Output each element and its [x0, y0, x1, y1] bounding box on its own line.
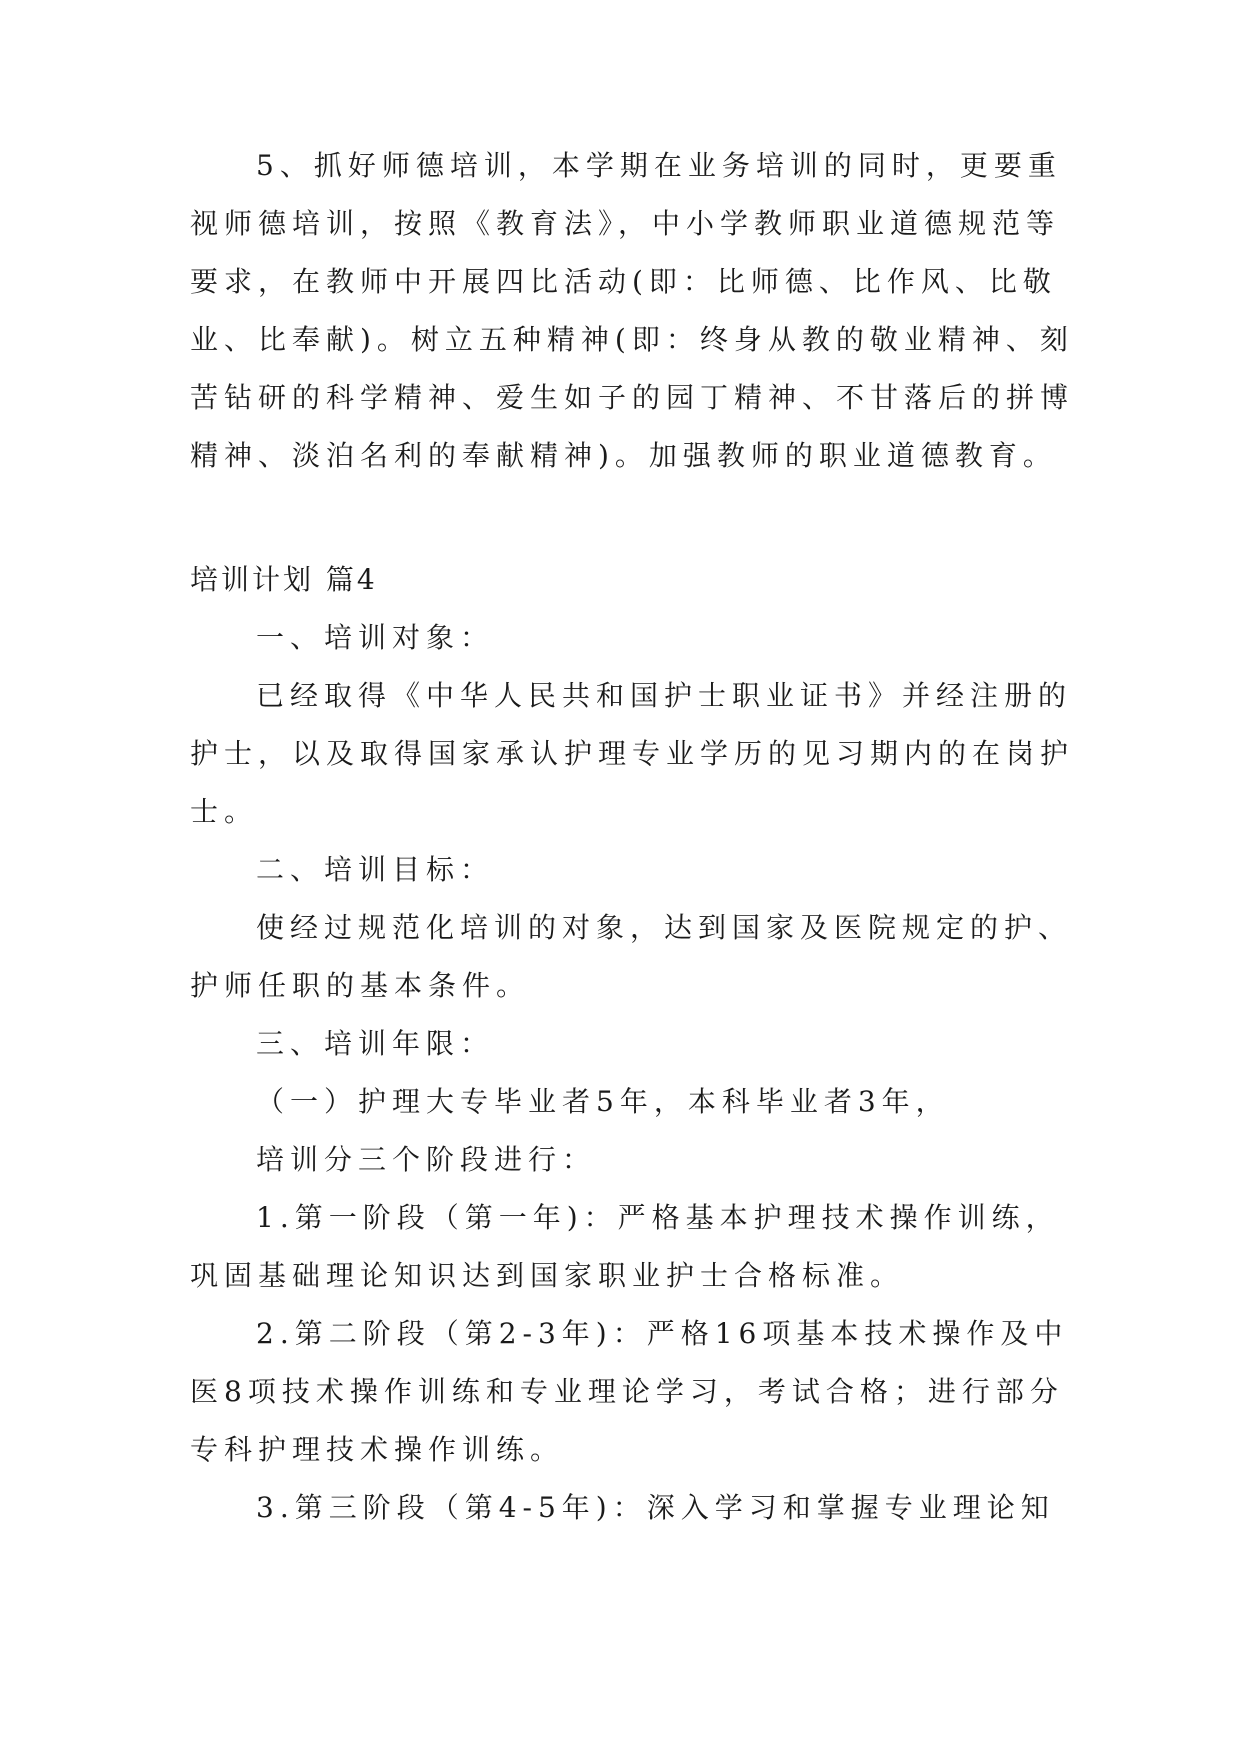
paragraph-line: 培训分三个阶段进行：	[256, 1143, 597, 1176]
stage-1-line: 1.第一阶段（第一年)：严格基本护理技术操作训练，	[256, 1201, 1060, 1234]
heading-training-years: 三、培训年限：	[256, 1027, 495, 1060]
paragraph-line: 士。	[190, 795, 259, 828]
paragraph-line: 要求，在教师中开展四比活动(即：比师德、比作风、比敬	[190, 265, 1057, 298]
paragraph-line: 已经取得《中华人民共和国护士职业证书》并经注册的	[256, 679, 1073, 712]
paragraph-line: 视师德培训，按照《教育法》，中小学教师职业道德规范等	[190, 207, 1061, 240]
stage-2-line: 2.第二阶段（第2-3年)：严格16项基本技术操作及中	[256, 1317, 1069, 1350]
stage-2-line: 专科护理技术操作训练。	[190, 1433, 565, 1466]
stage-2-line: 医8项技术操作训练和专业理论学习，考试合格；进行部分	[190, 1375, 1064, 1408]
paragraph-line: 苦钻研的科学精神、爱生如子的园丁精神、不甘落后的拼博	[190, 381, 1075, 414]
paragraph-line: 使经过规范化培训的对象，达到国家及医院规定的护、	[256, 911, 1073, 944]
paragraph-line: 护士，以及取得国家承认护理专业学历的见习期内的在岗护	[190, 737, 1075, 770]
stage-1-line: 巩固基础理论知识达到国家职业护士合格标准。	[190, 1259, 905, 1292]
section-title: 培训计划 篇4	[190, 563, 378, 596]
stage-3-line: 3.第三阶段（第4-5年)：深入学习和掌握专业理论知	[256, 1491, 1055, 1524]
paragraph-line: 5、抓好师德培训，本学期在业务培训的同时，更要重	[256, 149, 1062, 182]
heading-training-goal: 二、培训目标：	[256, 853, 495, 886]
paragraph-line: 业、比奉献)。树立五种精神(即：终身从教的敬业精神、刻	[190, 323, 1074, 356]
paragraph-line: （一）护理大专毕业者5年，本科毕业者3年，	[256, 1085, 950, 1118]
heading-training-target: 一、培训对象：	[256, 621, 495, 654]
paragraph-line: 护师任职的基本条件。	[190, 969, 531, 1002]
paragraph-line: 精神、淡泊名利的奉献精神)。加强教师的职业道德教育。	[190, 439, 1057, 472]
